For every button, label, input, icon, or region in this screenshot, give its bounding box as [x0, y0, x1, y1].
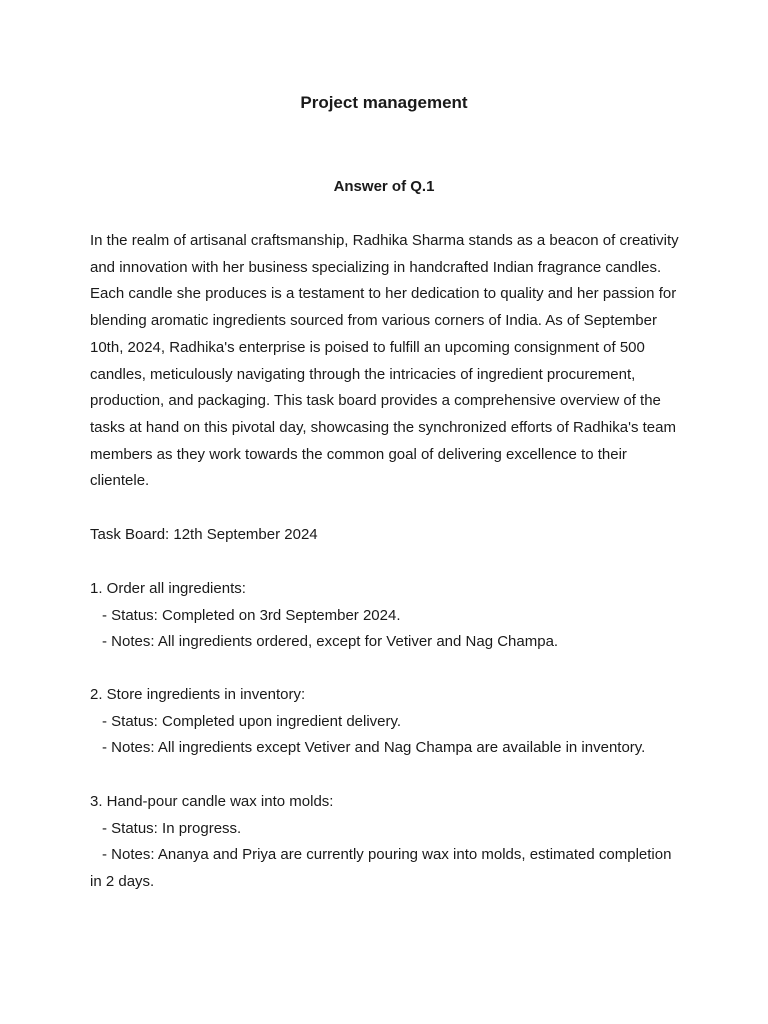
task-notes: - Notes: Ananya and Priya are currently pouring wax into molds, estimated completion in 2 days.: [90, 846, 672, 891]
task-item: [90, 682, 682, 762]
task-board-heading: Task Board: 12th September 2024: [90, 526, 318, 543]
task-status: - Status: In progress.: [102, 819, 242, 837]
task-heading: 1. Order all ingredients:: [90, 580, 246, 597]
section-subtitle: Answer of Q.1: [333, 178, 435, 195]
task-notes: - Notes: All ingredients except Vetiver and Nag Champa are available in inventory.: [102, 739, 646, 757]
page-title: Project management: [300, 93, 468, 112]
task-notes: - Notes: All ingredients ordered, except for Vetiver and Nag Champa.: [102, 633, 559, 651]
task-status: - Status: Completed upon ingredient delivery.: [102, 712, 402, 730]
task-heading: 2. Store ingredients in inventory:: [90, 686, 306, 703]
task-heading: 3. Hand-pour candle wax into molds:: [90, 793, 334, 810]
task-item: [90, 576, 682, 656]
intro-paragraph: In the realm of artisanal craftsmanship, Radhika Sharma stands as a beacon of creativity and innovation with her business specializing in handcrafted Indian fragrance candles. Each candle she produces is a testament to her dedication to quality and her passion for blending aromatic ingredients sourced from various corners of India. As of September 10th, 2024, Radhika's enterprise is poised to fulfill an upcoming consignment of 500 candles, meticulously navigating through the intricacies of ingredient procurement, production, and packaging. This task board provides a comprehensive overview of the tasks at hand on this pivotal day, showcasing the synchronized efforts of Radhika's team members as they work towards the common goal of delivering excellence to their clientele.: [90, 232, 679, 490]
task-status: - Status: Completed on 3rd September 2024.: [102, 606, 401, 624]
task-item: [90, 789, 682, 896]
